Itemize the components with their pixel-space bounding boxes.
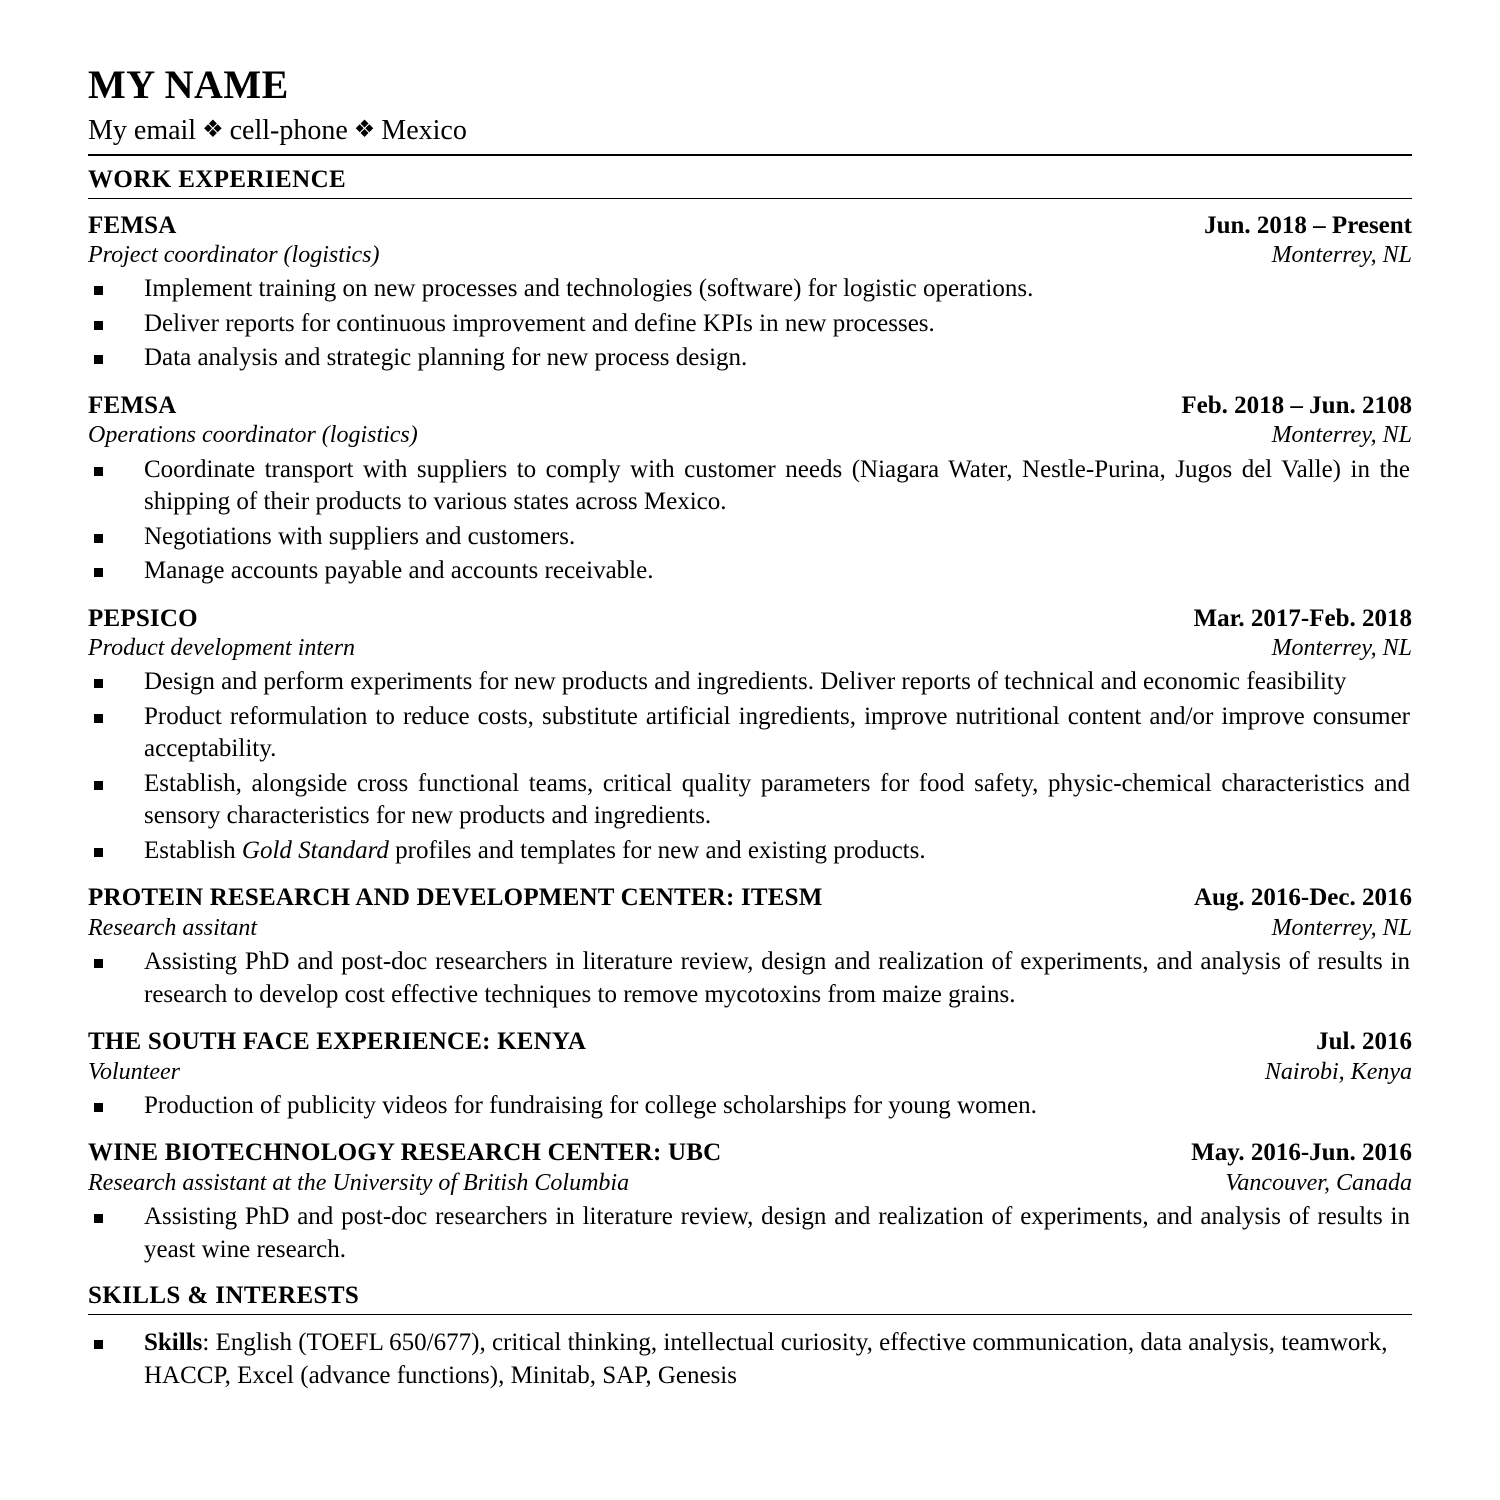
entry-bullets <box>88 1201 1412 1266</box>
entry-organization: PEPSICO <box>88 604 198 632</box>
section-work-experience <box>88 166 1412 1267</box>
entry-location: Monterrey, NL <box>1271 635 1412 662</box>
list-item <box>88 1327 1412 1392</box>
contact-email: My email <box>88 115 197 146</box>
entry-bullets <box>88 1090 1412 1123</box>
entry-organization: FEMSA <box>88 391 177 419</box>
entry-role: Project coordinator (logistics) <box>88 242 380 269</box>
entry-organization: FEMSA <box>88 211 177 239</box>
list-item: Establish, alongside cross functional teams, critical quality parameters for food safety, physic-chemical characteristics and sensory characteristics for new products and ingredients. <box>88 768 1412 833</box>
skills-label: Skills <box>144 1329 203 1357</box>
entry-role: Operations coordinator (logistics) <box>88 422 418 449</box>
list-item: Product reformulation to reduce costs, substitute artificial ingredients, improve nutritional content and/or improve consumer acceptability. <box>88 701 1412 766</box>
entry-dates: May. 2016-Jun. 2016 <box>1191 1139 1412 1167</box>
entry-organization: PROTEIN RESEARCH AND DEVELOPMENT CENTER: ITESM <box>88 884 823 912</box>
entry-dates: Aug. 2016-Dec. 2016 <box>1193 884 1412 912</box>
list-item: Assisting PhD and post-doc researchers in literature review, design and realization of experiments, and analysis of results in research to develop cost effective techniques to remove mycotoxins from maize grains. <box>88 946 1412 1011</box>
entry-location: Vancouver, Canada <box>1225 1169 1412 1196</box>
list-item: Manage accounts payable and accounts receivable. <box>88 555 1412 588</box>
list-item: Establish Gold Standard profiles and templates for new and existing products. <box>88 835 1412 868</box>
list-item: Coordinate transport with suppliers to comply with customer needs (Niagara Water, Nestle-Purina, Jugos del Valle) in the shipping of their products to various states across Mexico. <box>88 454 1412 519</box>
experience-entry <box>88 883 1412 1011</box>
list-item: Production of publicity videos for fundraising for college scholarships for young women. <box>88 1090 1412 1123</box>
entry-role: Research assistant at the University of British Columbia <box>88 1169 630 1196</box>
experience-entry <box>88 391 1412 588</box>
entry-bullets <box>88 946 1412 1011</box>
list-item: Implement training on new processes and technologies (software) for logistic operations. <box>88 273 1412 306</box>
header-divider <box>88 154 1412 156</box>
page-title: MY NAME <box>88 62 289 107</box>
entry-dates: Feb. 2018 – Jun. 2108 <box>1181 391 1412 419</box>
entry-bullets <box>88 666 1412 867</box>
list-item: Assisting PhD and post-doc researchers in literature review, design and realization of experiments, and analysis of results in yeast wine research. <box>88 1201 1412 1266</box>
contact-line <box>88 114 1412 148</box>
section-skills-interests <box>88 1282 1412 1392</box>
entry-location: Monterrey, NL <box>1271 422 1412 449</box>
section-divider <box>88 1314 1412 1315</box>
section-title: WORK EXPERIENCE <box>88 165 347 193</box>
entry-organization: WINE BIOTECHNOLOGY RESEARCH CENTER: UBC <box>88 1139 722 1167</box>
entry-role: Volunteer <box>88 1058 180 1085</box>
gold-standard-emphasis: Gold Standard <box>241 836 389 864</box>
contact-phone: cell-phone <box>229 115 348 146</box>
contact-location: Mexico <box>381 115 467 146</box>
experience-entry <box>88 211 1412 375</box>
entry-bullets <box>88 454 1412 588</box>
experience-entry <box>88 604 1412 868</box>
diamond-separator-icon: ❖ <box>353 117 376 143</box>
entry-organization: THE SOUTH FACE EXPERIENCE: KENYA <box>88 1028 587 1056</box>
resume-header <box>88 62 1412 156</box>
entry-role: Research assitant <box>88 914 258 941</box>
list-item: Negotiations with suppliers and customers. <box>88 521 1412 554</box>
diamond-separator-icon: ❖ <box>202 117 224 143</box>
entry-dates: Jun. 2018 – Present <box>1204 211 1412 239</box>
skills-bullets <box>88 1327 1412 1392</box>
entry-location: Monterrey, NL <box>1271 914 1412 941</box>
list-item: Design and perform experiments for new products and ingredients. Deliver reports of technical and economic feasibility <box>88 666 1412 699</box>
skills-text: : English (TOEFL 650/677), critical thinking, intellectual curiosity, effective communication, data analysis, teamwork, HACCP, Excel (advance functions), Minitab, SAP, Genesis <box>144 1329 1388 1389</box>
entry-location: Nairobi, Kenya <box>1264 1058 1412 1085</box>
entry-location: Monterrey, NL <box>1271 242 1412 269</box>
entry-dates: Jul. 2016 <box>1316 1028 1412 1056</box>
section-divider <box>88 198 1412 199</box>
experience-entry <box>88 1138 1412 1266</box>
experience-entry <box>88 1027 1412 1122</box>
list-item: Deliver reports for continuous improvement and define KPIs in new processes. <box>88 308 1412 341</box>
entry-role: Product development intern <box>88 635 356 662</box>
list-item: Data analysis and strategic planning for new process design. <box>88 342 1412 375</box>
section-title: SKILLS & INTERESTS <box>88 1282 360 1310</box>
entry-bullets <box>88 273 1412 375</box>
entry-dates: Mar. 2017-Feb. 2018 <box>1193 604 1412 632</box>
